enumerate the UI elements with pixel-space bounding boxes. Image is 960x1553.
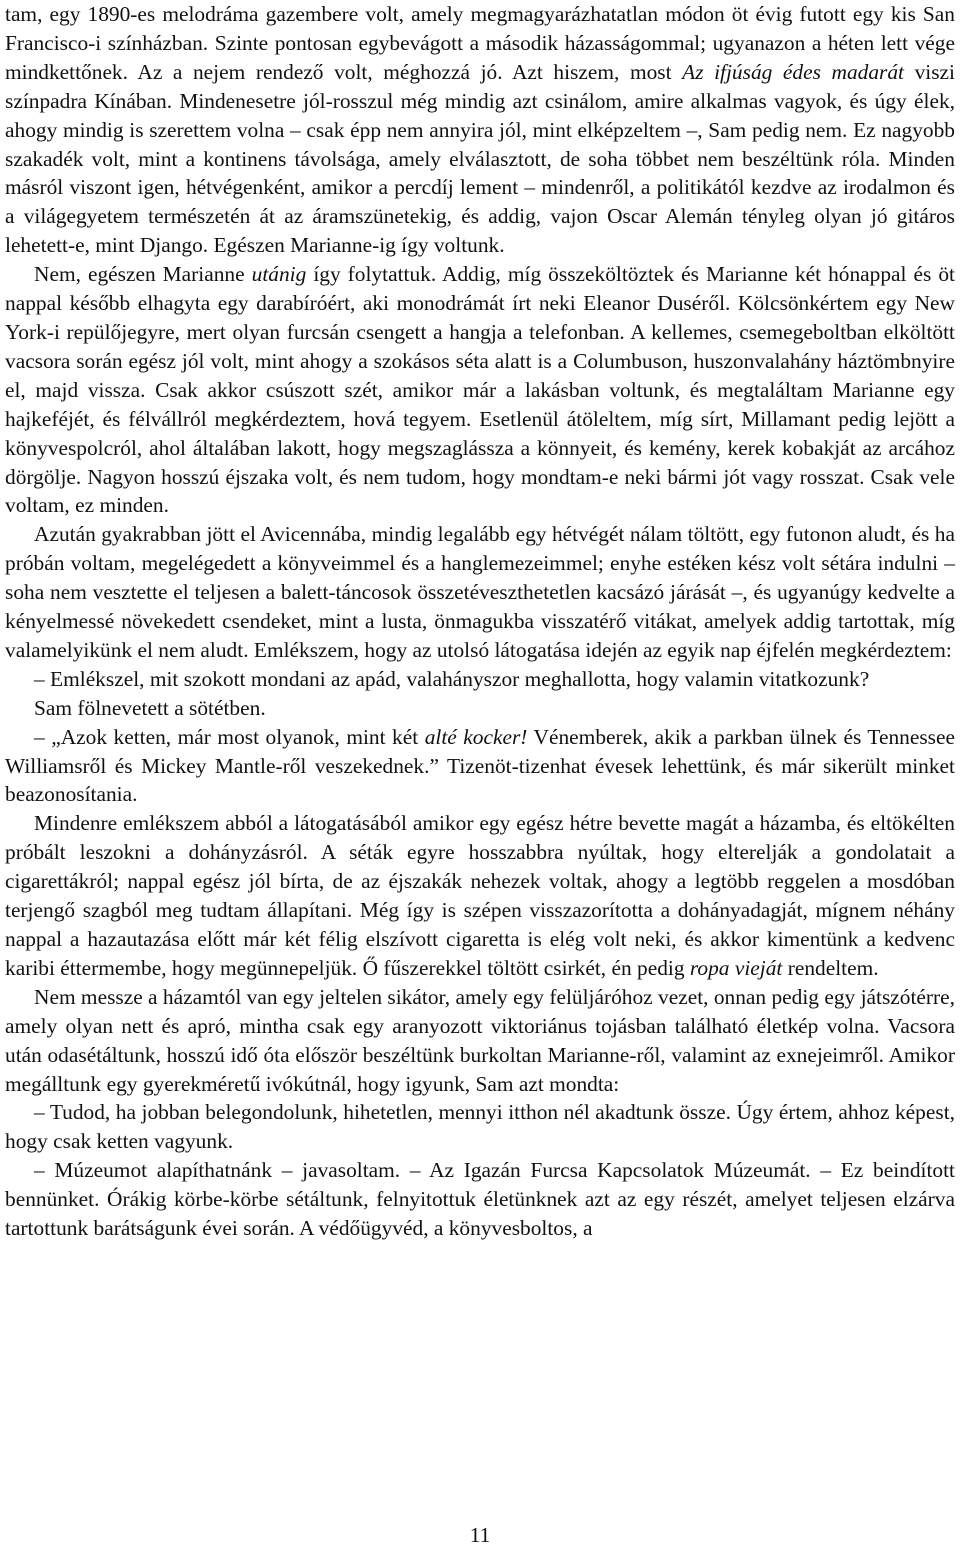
text-segment: tam, egy 1890-es melodráma gazembere volt, amely megmagyarázhatatlan módon öt évig futott egy kis San Francisco-i színházban. Szinte pontosan egybevágott a második házasságommal; ugyanazon a héten lett vége mindkettőnek. Az a nejem rendező volt, méghozzá jó. Azt hiszem, most: [5, 2, 955, 84]
text-segment: – Múzeumot alapíthatnánk – javasoltam. – Az Igazán Furcsa Kapcsolatok Múzeumát. – Ez beindított bennünket. Órákig körbe-körbe sétáltunk, felnyitottuk életünknek azt az egy részét, amelyet teljesen elzárva tartottunk barátságunk évei során. A védőügyvéd, a könyvesboltos, a: [5, 1158, 955, 1241]
page-number: 11: [469, 1523, 491, 1547]
paragraph: [5, 520, 955, 665]
text-segment: rendeltem.: [782, 955, 879, 980]
text-segment: Nem, egészen Marianne: [34, 262, 252, 287]
paragraph: [5, 260, 955, 520]
text-segment: viszi színpadra Kínában. Mindenesetre jól-rosszul még mindig azt csinálom, amire alkalmas vagyok, és úgy élek, ahogy mindig is szerettem volna – csak épp nem annyira jól, mint elképzeltem –, Sam pedig nem. Ez nagyobb szakadék volt, mint a kontinens távolsága, amely elválasztott, de soha többet nem beszéltünk róla. Minden másról viszont igen, hétvégenként, amikor a percdíj lement – mindenről, a politikától kezdve az irodalmon és a világegyetem természetén át az áramszünetekig, és addig, vajon Oscar Alemán tényleg olyan jó gitáros lehetett-e, mint Django. Egészen Marianne-ig így voltunk.: [5, 59, 955, 258]
page-body: [5, 0, 955, 1243]
paragraph: [5, 983, 955, 1099]
italic-text: ropa vieját: [689, 955, 783, 980]
italic-text: alté kocker!: [424, 724, 528, 749]
text-segment: Vénemberek, akik a parkban ülnek és Tennessee Williamsről és Mickey Mantle-ről veszekednek.” Tizenöt-tizenhat évesek lehettünk, és már sikerült minket beazonosítania.: [5, 724, 955, 807]
italic-text: utánig: [251, 262, 307, 287]
text-segment: – Emlékszel, mit szokott mondani az apád, valahányszor meghallotta, hogy valamin vitatkozunk?: [34, 666, 870, 691]
text-segment: így folytattuk. Addig, míg összeköltöztek és Marianne két hónappal és öt nappal később elhagyta egy darabíróért, aki monodrámát írt neki Eleanor Duséről. Kölcsönkértem egy New York-i repülőjegyre, mert olyan furcsán csengett a hangja a telefonban. A kellemes, csemegeboltban elköltött vacsora során egész jól volt, mint ahogy a szokásos séta alatt is a Columbuson, huszonvalahány háztömbnyire el, majd vissza. Csak akkor csúszott szét, amikor már a lakásban voltunk, és megtaláltam Marianne egy hajkeféjét, és félvállról megkérdeztem, hová tegyem. Esetlenül átöleltem, míg sírt, Millamant pedig lejött a könyvespolcról, ahol általában lakott, hogy megszaglássza a könnyeit, és kemény, kerek kobakját az arcához dörgölje. Nagyon hosszú éjszaka volt, és nem tudom, hogy mondtam-e neki bármi jót vagy rosszat. Csak vele voltam, ez minden.: [5, 262, 955, 518]
text-segment: – Tudod, ha jobban belegondolunk, hihetetlen, mennyi itthon nél akadtunk össze. Úgy értem, ahhoz képest, hogy csak ketten vagyunk.: [5, 1100, 955, 1154]
text-segment: Mindenre emlékszem abból a látogatásából amikor egy egész hétre bevette magát a házamba, és eltökélten próbált leszokni a dohányzásról. A séták egyre hosszabbra nyúltak, hogy elterelják a gondolatait a cigarettákról; nappal egész jól bírta, de az éjszakák nehezek voltak, ahogy a legtöbb reggelen a mosdóban terjengő szagból meg tudtam állapítani. Még így is szépen visszazorította a dohányadagját, mígnem néhány nappal a hazautazása előtt már két félig elszívott cigaretta is elég volt neki, és akkor kimentünk a kedvenc karibi éttermembe, hogy megünnepeljük. Ő fűszerekkel töltött csirkét, én pedig: [5, 811, 955, 980]
text-segment: Sam fölnevetett a sötétben.: [34, 695, 266, 720]
paragraph: [5, 809, 955, 982]
paragraph: [5, 0, 955, 260]
paragraph: [5, 1098, 955, 1156]
paragraph: [5, 694, 955, 723]
italic-text: Az ifjúság édes madarát: [682, 59, 904, 84]
paragraph: [5, 723, 955, 810]
paragraph: [5, 665, 955, 694]
paragraph: [5, 1156, 955, 1243]
text-segment: – „Azok ketten, már most olyanok, mint két: [34, 724, 425, 749]
text-segment: Nem messze a házamtól van egy jeltelen sikátor, amely egy felüljáróhoz vezet, onnan pedig egy játszótérre, amely olyan nett és apró, mintha csak egy aranyozott viktoriánus tojásban található életkép volna. Vacsora után odasétáltunk, hosszú idő óta először beszéltünk burkoltan Marianne-ről, valamint az exnejeimről. Amikor megálltunk egy gyerekméretű ivókútnál, hogy igyunk, Sam azt mondta:: [5, 984, 955, 1096]
text-segment: Azután gyakrabban jött el Avicennába, mindig legalább egy hétvégét nálam töltött, egy futonon aludt, és ha próbán voltam, megelégedett a könyveimmel és a hanglemezeimmel; enyhe estéken kész volt sétára indulni – soha nem vesztette el teljesen a balett-táncosok összetéveszthetetlen kacsázó járását –, és ugyanúgy kedvelte a kényelmessé növekedett csendeket, mint a lusta, önmagukba visszatérő vitákat, amelyek addig tartottak, míg valamelyikünk el nem aludt. Emlékszem, hogy az utolsó látogatása idején az egyik nap éjfelén megkérdeztem:: [5, 522, 955, 662]
